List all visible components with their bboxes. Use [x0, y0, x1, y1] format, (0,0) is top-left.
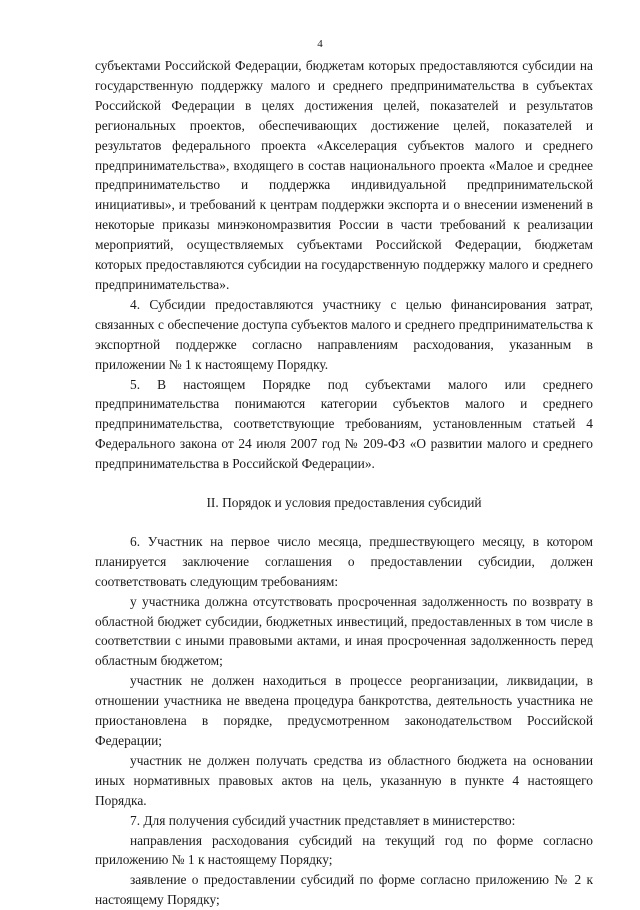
document-body [95, 56, 593, 910]
page-number: 4 [317, 38, 323, 50]
paragraph-item-7: 7. Для получения субсидий участник представляет в министерство: [130, 812, 516, 828]
paragraph-requirement-funds: участник не должен получать средства из областного бюджета на основании иных нормативных правовых актов на цель, указанную в пункте 4 настоящего Порядка. [95, 752, 593, 808]
paragraph-item-4: 4. Субсидии предоставляются участнику с целью финансирования затрат, связанных с обеспечение доступа субъектов малого и среднего предпринимательства к экспортной поддержке согласно направлениям расходования, указанным в приложении № 1 к настоящему Порядку. [95, 296, 593, 372]
paragraph-requirement-debt: у участника должна отсутствовать просроченная задолженность по возврату в областной бюджет субсидии, бюджетных инвестиций, предоставленных в том числе в соответствии с иными правовыми актами, и иная просроченная задолженность перед областным бюджетом; [95, 593, 593, 669]
paragraph-requirement-reorganization: участник не должен находиться в процессе реорганизации, ликвидации, в отношении участника не введена процедура банкротства, деятельность участника не приостановлена в порядке, предусмотренном законодательством Российской Федерации; [95, 673, 593, 748]
section-heading: II. Порядок и условия предоставления субсидий [206, 495, 482, 511]
paragraph-item-6: 6. Участник на первое число месяца, предшествующего месяцу, в котором планируется заключение соглашения о предоставлении субсидии, должен соответствовать следующим требованиям: [95, 533, 593, 589]
paragraph-item-5: 5. В настоящем Порядке под субъектами малого или среднего предпринимательства понимаются категории субъектов малого и среднего предпринимательства, соответствующие требованиям, установленным статьей 4 Федерального закона от 24 июля 2007 год № 209-ФЗ «О развитии малого и среднего предпринимательства в Российской Федерации». [95, 376, 593, 472]
paragraph-document-application: заявление о предоставлении субсидий по форме согласно приложению № 2 к настоящему Порядку; [95, 872, 593, 908]
paragraph-continuation: субъектами Российской Федерации, бюджетам которых предоставляются субсидии на государственную поддержку малого и среднего предпринимательства в субъектах Российской Федерации в целях достижения целей, показателей и результатов региональных проектов, обеспечивающих достижение целей, показателей и результатов федерального проекта «Акселерация субъектов малого и среднего предпринимательства», входящего в состав национального проекта «Малое и среднее предпринимательство и поддержка индивидуальной предпринимательской инициативы», и требований к центрам поддержки экспорта и о внесении изменений в некоторые приказы минэкономразвития России в части требований к реализации мероприятий, осуществляемых субъектами Российской Федерации, бюджетам которых предоставляются субсидии на государственную поддержку малого и среднего предпринимательства». [95, 58, 593, 292]
paragraph-document-directions: направления расходования субсидий на текущий год по форме согласно приложению № 1 к настоящему Порядку; [95, 832, 593, 868]
